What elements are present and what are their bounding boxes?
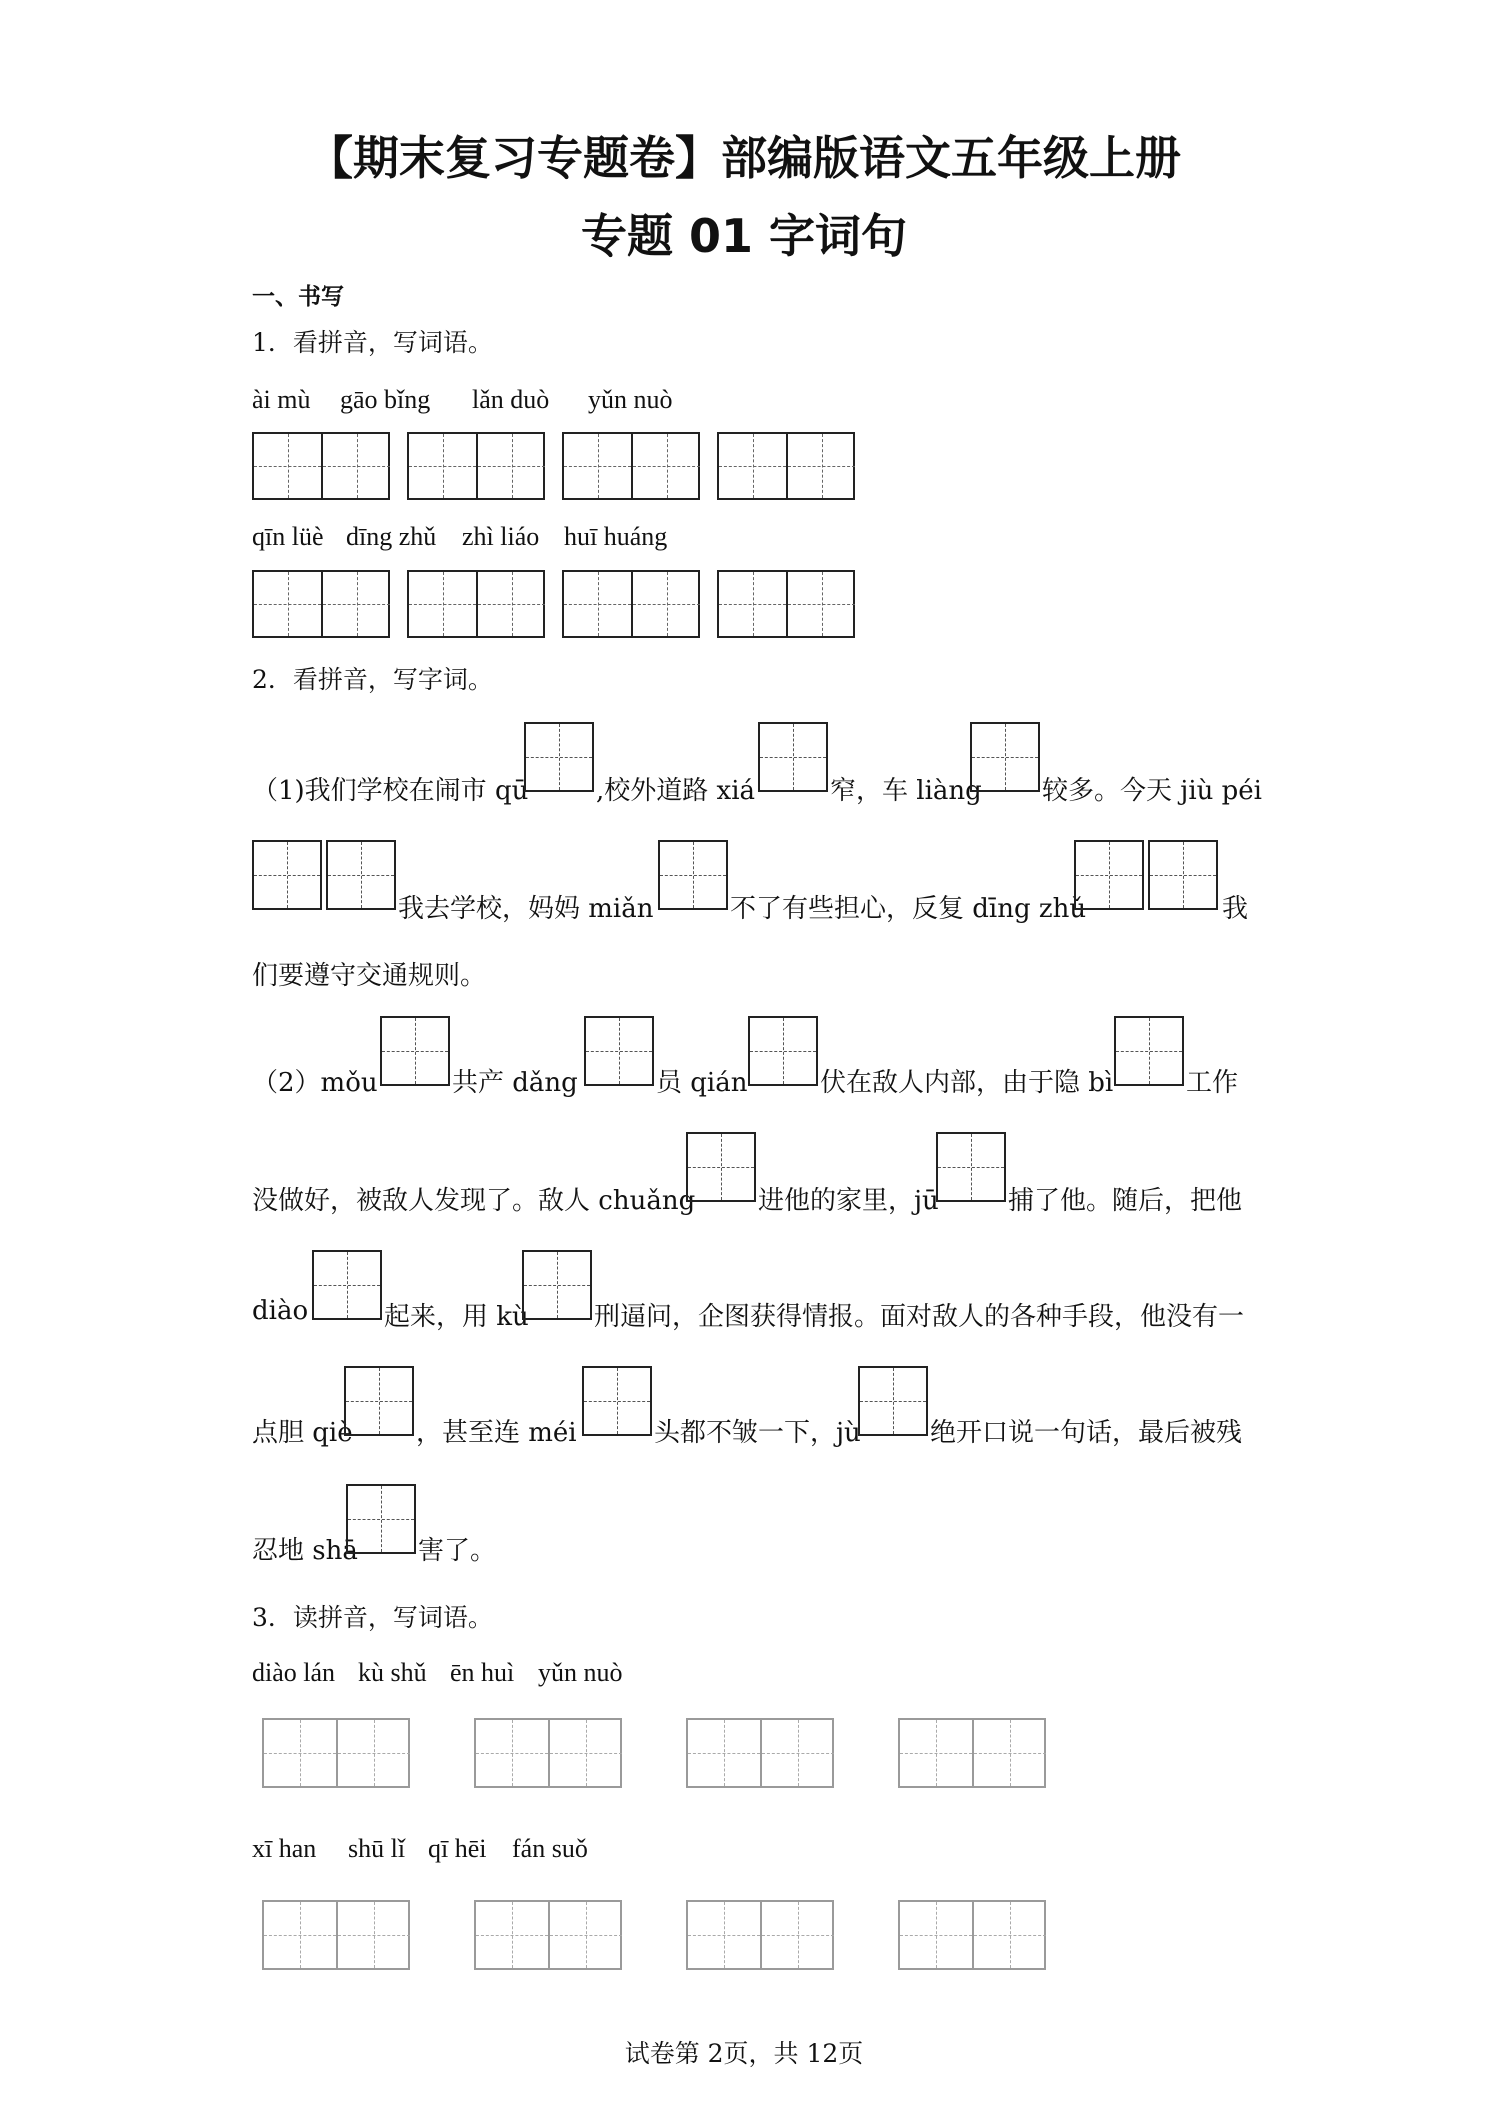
text-segment: 我去学校，妈妈 miǎn bbox=[398, 894, 654, 924]
pinyin-label: zhì liáo bbox=[462, 522, 540, 551]
text-segment: （1)我们学校在闹市 qū bbox=[252, 776, 529, 806]
char-writing-box[interactable] bbox=[582, 1366, 652, 1436]
word-writing-box[interactable] bbox=[262, 1900, 410, 1970]
char-writing-box[interactable] bbox=[686, 1132, 756, 1202]
text-segment: 害了。 bbox=[418, 1536, 497, 1566]
char-writing-box[interactable] bbox=[524, 722, 594, 792]
pinyin-label: gāo bǐng bbox=[340, 385, 431, 414]
char-writing-box[interactable] bbox=[1148, 840, 1218, 910]
word-writing-box[interactable] bbox=[252, 432, 390, 500]
pinyin-label: ài mù bbox=[252, 385, 311, 414]
text-segment: diào bbox=[252, 1296, 309, 1326]
char-writing-box[interactable] bbox=[252, 840, 322, 910]
text-segment: ，甚至连 méi bbox=[416, 1418, 577, 1448]
question-1-prompt: 1．看拼音，写词语。 bbox=[252, 328, 493, 357]
text-segment: 窄，车 liàng bbox=[830, 776, 982, 806]
text-segment: 忍地 shā bbox=[252, 1536, 358, 1566]
text-segment: 较多。今天 jiù péi bbox=[1042, 776, 1262, 806]
pinyin-label: diào lán bbox=[252, 1658, 336, 1687]
text-segment: 起来，用 kù bbox=[384, 1302, 529, 1332]
char-writing-box[interactable] bbox=[312, 1250, 382, 1320]
char-writing-box[interactable] bbox=[1114, 1016, 1184, 1086]
pinyin-label: dīng zhǔ bbox=[346, 522, 437, 551]
word-writing-box[interactable] bbox=[686, 1900, 834, 1970]
char-writing-box[interactable] bbox=[970, 722, 1040, 792]
word-writing-box[interactable] bbox=[252, 570, 390, 638]
char-writing-box[interactable] bbox=[326, 840, 396, 910]
text-segment: （2）mǒu bbox=[252, 1068, 378, 1098]
question-3-prompt: 3．读拼音，写词语。 bbox=[252, 1603, 493, 1632]
word-writing-box[interactable] bbox=[898, 1718, 1046, 1788]
word-writing-box[interactable] bbox=[898, 1900, 1046, 1970]
pinyin-label: yǔn nuò bbox=[538, 1658, 623, 1687]
text-segment: 不了有些担心，反复 dīng zhǔ bbox=[730, 894, 1087, 924]
pinyin-label: ēn huì bbox=[450, 1658, 515, 1687]
pinyin-label: qīn lüè bbox=[252, 522, 324, 551]
section-heading: 一、书写 bbox=[252, 284, 344, 310]
pinyin-label: kù shǔ bbox=[358, 1658, 427, 1687]
text-segment: 们要遵守交通规则。 bbox=[252, 961, 487, 991]
pinyin-label: yǔn nuò bbox=[588, 385, 673, 414]
word-writing-box[interactable] bbox=[562, 432, 700, 500]
word-writing-box[interactable] bbox=[407, 570, 545, 638]
char-writing-box[interactable] bbox=[658, 840, 728, 910]
text-segment: 绝开口说一句话，最后被残 bbox=[930, 1418, 1243, 1448]
word-writing-box[interactable] bbox=[562, 570, 700, 638]
word-writing-box[interactable] bbox=[407, 432, 545, 500]
word-writing-box[interactable] bbox=[717, 570, 855, 638]
text-segment: 我 bbox=[1222, 894, 1249, 924]
char-writing-box[interactable] bbox=[1074, 840, 1144, 910]
text-segment: 头都不皱一下，jù bbox=[654, 1418, 861, 1448]
pinyin-label: xī han bbox=[252, 1834, 317, 1863]
word-writing-box[interactable] bbox=[717, 432, 855, 500]
text-segment: 共产 dǎng bbox=[452, 1068, 578, 1098]
char-writing-box[interactable] bbox=[522, 1250, 592, 1320]
text-segment: 工作 bbox=[1186, 1068, 1239, 1098]
pinyin-label: huī huáng bbox=[564, 522, 668, 551]
word-writing-box[interactable] bbox=[262, 1718, 410, 1788]
page-title: 【期末复习专题卷】部编版语文五年级上册 bbox=[307, 131, 1181, 185]
text-segment: 点胆 qiè bbox=[252, 1418, 353, 1448]
char-writing-box[interactable] bbox=[346, 1484, 416, 1554]
pinyin-label: shū lǐ bbox=[348, 1834, 406, 1863]
char-writing-box[interactable] bbox=[758, 722, 828, 792]
char-writing-box[interactable] bbox=[858, 1366, 928, 1436]
question-2-prompt: 2．看拼音，写字词。 bbox=[252, 665, 493, 694]
page-subtitle: 专题 01 字词句 bbox=[580, 209, 908, 263]
char-writing-box[interactable] bbox=[344, 1366, 414, 1436]
text-segment: 刑逼问，企图获得情报。面对敌人的各种手段，他没有一 bbox=[594, 1302, 1245, 1332]
word-writing-box[interactable] bbox=[474, 1718, 622, 1788]
word-writing-box[interactable] bbox=[686, 1718, 834, 1788]
char-writing-box[interactable] bbox=[748, 1016, 818, 1086]
text-segment: ,校外道路 xiá bbox=[596, 776, 756, 806]
word-writing-box[interactable] bbox=[474, 1900, 622, 1970]
char-writing-box[interactable] bbox=[936, 1132, 1006, 1202]
page-footer: 试卷第 2页，共 12页 bbox=[624, 2039, 864, 2068]
text-segment: 没做好，被敌人发现了。敌人 chuǎng bbox=[252, 1186, 696, 1216]
text-segment: 捕了他。随后，把他 bbox=[1008, 1186, 1243, 1216]
text-segment: 员 qián bbox=[656, 1068, 748, 1098]
char-writing-box[interactable] bbox=[380, 1016, 450, 1086]
pinyin-label: fán suǒ bbox=[512, 1834, 588, 1863]
pinyin-label: lǎn duò bbox=[472, 385, 550, 414]
text-segment: 进他的家里，jū bbox=[758, 1186, 939, 1216]
char-writing-box[interactable] bbox=[584, 1016, 654, 1086]
pinyin-label: qī hēi bbox=[428, 1834, 487, 1863]
text-segment: 伏在敌人内部，由于隐 bì bbox=[820, 1068, 1114, 1098]
